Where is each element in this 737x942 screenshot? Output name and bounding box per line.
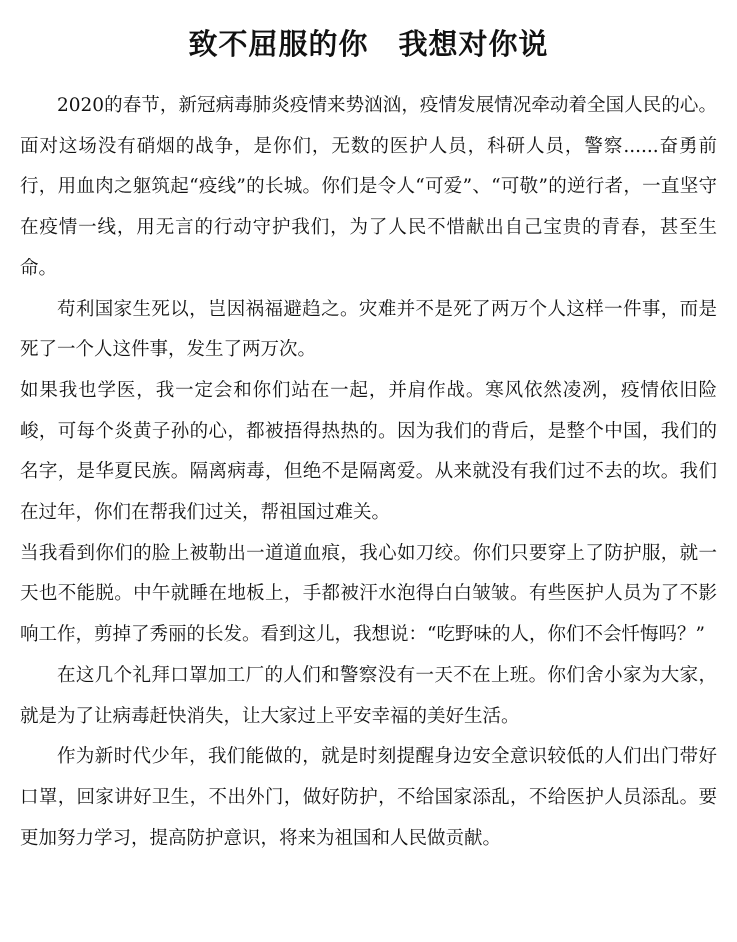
paragraph-2: 苟利国家生死以，岂因祸福避趋之。灾难并不是死了两万个人这样一件事，而是死了一个人这件事，发生了两万次。 — [20, 298, 717, 361]
paragraph-5: 在这几个礼拜口罩加工厂的人们和警察没有一天不在上班。你们舍小家为大家，就是为了让病毒赶快消失，让大家过上平安幸福的美好生活。 — [20, 664, 717, 727]
paragraph-4: 当我看到你们的脸上被勒出一道道血痕，我心如刀绞。你们只要穿上了防护服，就一天也不能脱。中午就睡在地板上，手都被汗水泡得白白皱皱。有些医护人员为了不影响工作，剪掉了秀丽的长发。看到这儿，我想说：“吃野味的人，你们不会忏悔吗？” — [20, 542, 717, 646]
paragraph-3: 如果我也学医，我一定会和你们站在一起，并肩作战。寒风依然凌冽，疫情依旧险峻，可每个炎黄子孙的心，都被捂得热热的。因为我们的背后，是整个中国，我们的名字，是华夏民族。隔离病毒，但绝不是隔离爱。从来就没有我们过不去的坎。我们在过年，你们在帮我们过关，帮祖国过难关。 — [20, 379, 717, 524]
document-page — [20, 0, 717, 859]
paragraph-6: 作为新时代少年，我们能做的，就是时刻提醒身边安全意识较低的人们出门带好口罩，回家讲好卫生，不出外门，做好防护，不给国家添乱，不给医护人员添乱。要更加努力学习，提高防护意识，将来为祖国和人民做贡献。 — [20, 746, 717, 849]
document-body — [20, 86, 717, 859]
document-title: 致不屈服的你 我想对你说 — [188, 27, 549, 61]
paragraph-1: 2020的春节，新冠病毒肺炎疫情来势汹汹，疫情发展情况牵动着全国人民的心。面对这场没有硝烟的战争，是你们，无数的医护人员，科研人员，警察......奋勇前行，用血肉之躯筑起“疫线”的长城。你们是令人“可爱”、“可敬”的逆行者，一直坚守在疫情一线，用无言的行动守护我们，为了人民不惜献出自己宝贵的青春，甚至生命。 — [20, 95, 717, 279]
